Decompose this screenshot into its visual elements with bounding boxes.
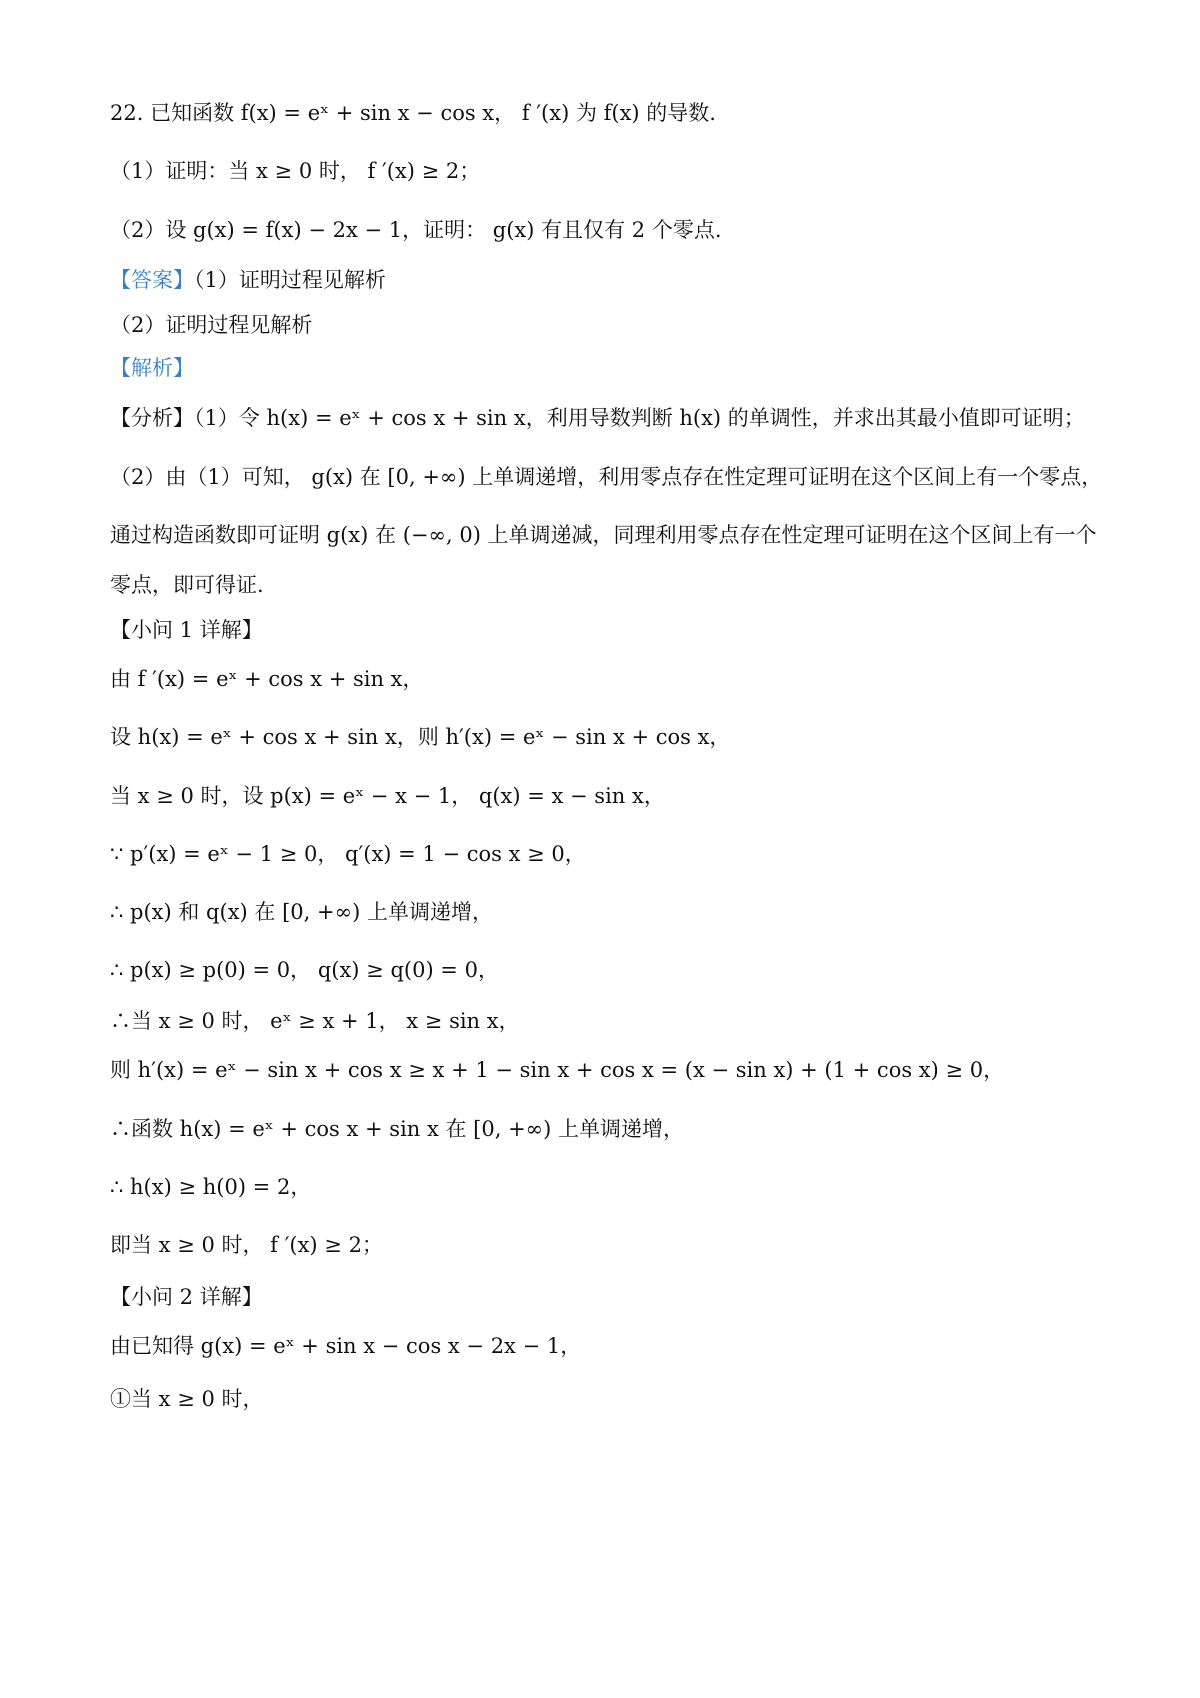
analysis-summary-2: （2）由（1）可知， g(x) 在 [0, +∞) 上单调递增，利用零点存在性定理可证明在这个区间上有一个零点， xyxy=(110,465,1103,489)
solution-line: ∴函数 h(x) = eˣ + cos x + sin x 在 [0, +∞) 上单调递增， xyxy=(110,1117,685,1141)
problem-part-1: （1）证明：当 x ≥ 0 时， f ′(x) ≥ 2； xyxy=(110,159,481,183)
solution-line: ∴ h(x) ≥ h(0) = 2， xyxy=(110,1175,312,1199)
answer-label: 【答案】 xyxy=(110,268,194,292)
analysis-label: 【解析】 xyxy=(110,356,194,380)
part-2-heading: 【小问 2 详解】 xyxy=(110,1285,263,1309)
part-1-heading: 【小问 1 详解】 xyxy=(110,618,263,642)
problem-part-2: （2）设 g(x) = f(x) − 2x − 1，证明： g(x) 有且仅有 2 个零点. xyxy=(110,218,722,242)
solution-line: ①当 x ≥ 0 时， xyxy=(110,1387,264,1411)
analysis-summary-4: 零点，即可得证. xyxy=(110,573,264,597)
analysis-summary-1: 【分析】（1）令 h(x) = eˣ + cos x + sin x，利用导数判断 h(x) 的单调性，并求出其最小值即可证明； xyxy=(110,406,1085,430)
solution-line: 则 h′(x) = eˣ − sin x + cos x ≥ x + 1 − sin x + cos x = (x − sin x) + (1 + cos x) ≥ 0， xyxy=(110,1058,1005,1082)
answer-line: 【答案】（1）证明过程见解析 xyxy=(110,268,386,292)
analysis-heading xyxy=(110,353,194,383)
solution-line: 当 x ≥ 0 时，设 p(x) = eˣ − x − 1， q(x) = x − sin x， xyxy=(110,784,665,808)
answer-line-2: （2）证明过程见解析 xyxy=(110,313,313,337)
solution-line: ∵ p′(x) = eˣ − 1 ≥ 0， q′(x) = 1 − cos x ≥ 0， xyxy=(110,842,586,866)
solution-line: 由 f ′(x) = eˣ + cos x + sin x， xyxy=(110,667,424,691)
solution-line: ∴ p(x) ≥ p(0) = 0， q(x) ≥ q(0) = 0， xyxy=(110,958,499,982)
solution-line: 设 h(x) = eˣ + cos x + sin x，则 h′(x) = eˣ − sin x + cos x， xyxy=(110,725,731,749)
problem-statement: 22. 已知函数 f(x) = eˣ + sin x − cos x， f ′(x) 为 f(x) 的导数. xyxy=(110,101,716,125)
solution-line: ∴ p(x) 和 q(x) 在 [0, +∞) 上单调递增， xyxy=(110,900,493,924)
solution-line: ∴当 x ≥ 0 时， eˣ ≥ x + 1， x ≥ sin x， xyxy=(110,1009,520,1033)
analysis-summary-3: 通过构造函数即可证明 g(x) 在 (−∞, 0) 上单调递减，同理利用零点存在性定理可证明在这个区间上有一个 xyxy=(110,523,1097,547)
solution-line: 即当 x ≥ 0 时， f ′(x) ≥ 2； xyxy=(110,1233,383,1257)
solution-line: 由已知得 g(x) = eˣ + sin x − cos x − 2x − 1， xyxy=(110,1334,582,1358)
